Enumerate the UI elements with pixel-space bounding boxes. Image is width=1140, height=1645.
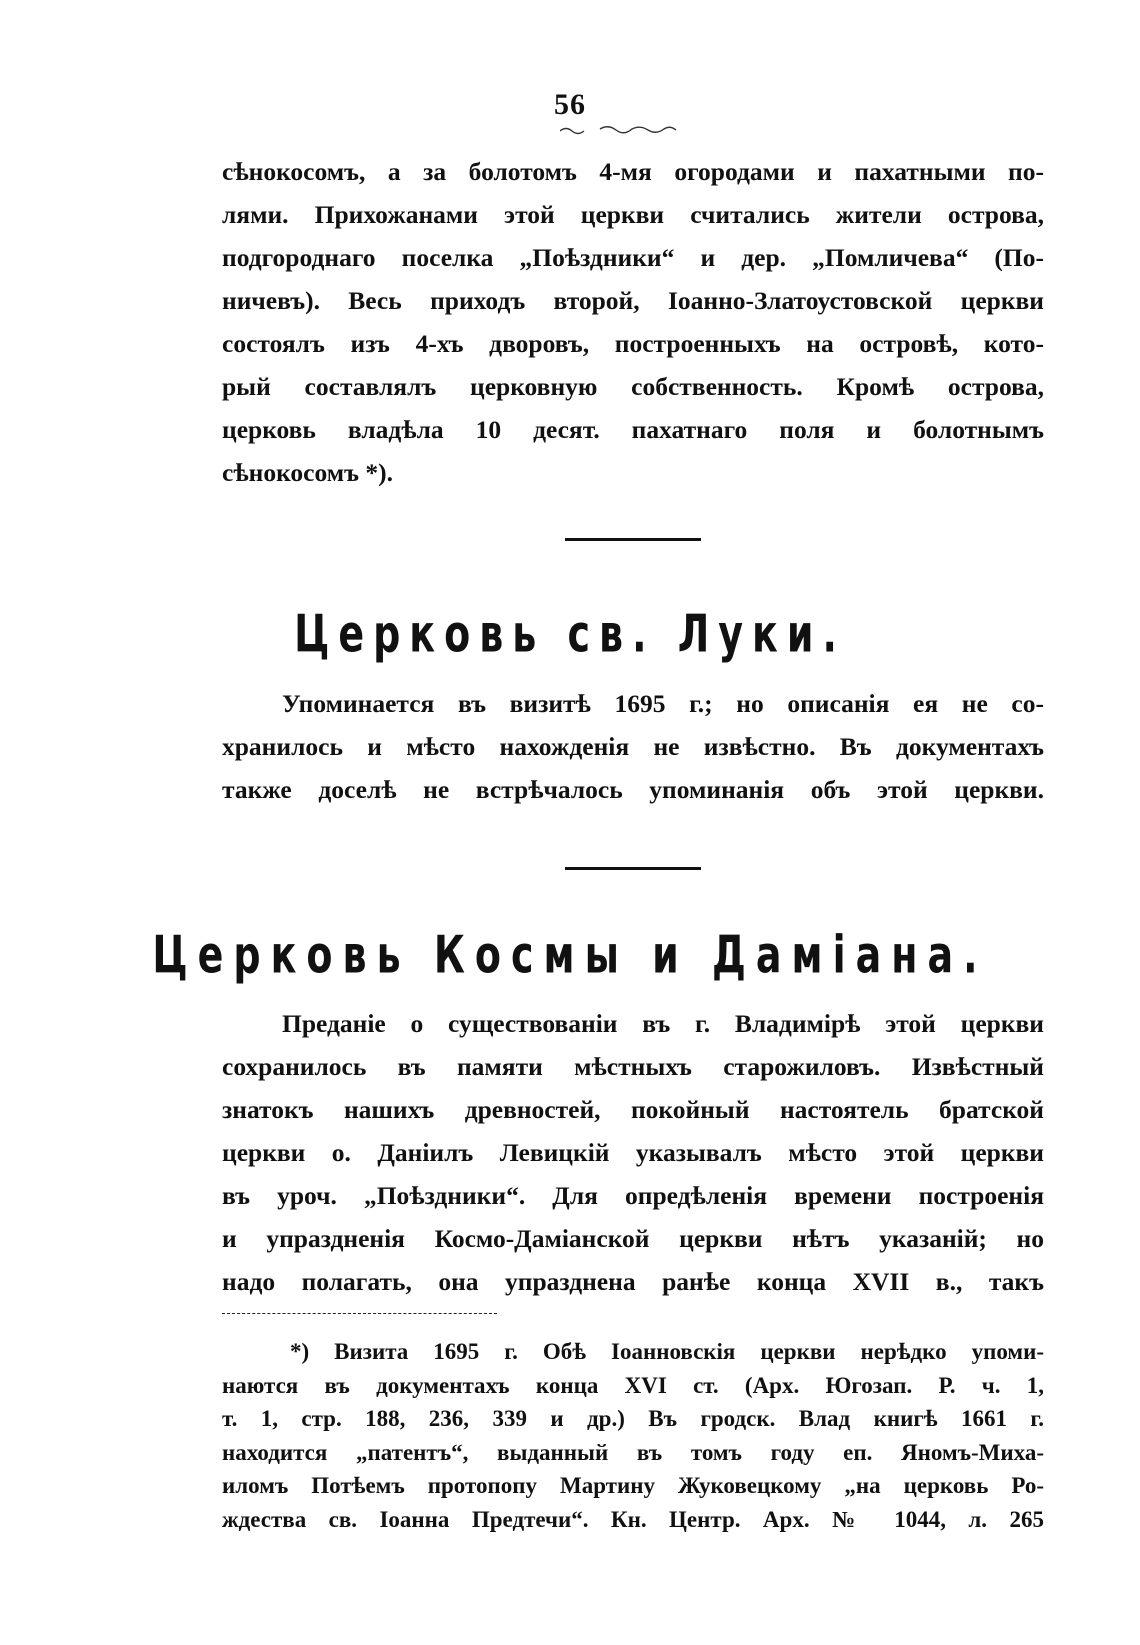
text-line: церкви о. Даніилъ Левицкій указывалъ мѣсто этой церкви	[222, 1138, 1044, 1167]
text-line: также доселѣ не встрѣчалось упоминанія объ этой церкви.	[222, 775, 1044, 804]
text-line: лями. Прихожанами этой церкви считались жители острова,	[222, 200, 1044, 229]
text-line: Упоминается въ визитѣ 1695 г.; но описанія ея не со-	[282, 689, 1044, 718]
section-divider	[565, 867, 701, 870]
footnote-line: *) Визита 1695 г. Обѣ Іоанновскія церкви нерѣдко упоми-	[290, 1339, 1044, 1364]
section-heading-luka: Церковь св. Луки.	[294, 604, 846, 664]
text-line: хранилось и мѣсто нахожденія не извѣстно. Въ документахъ	[222, 732, 1044, 761]
footnote	[222, 1335, 1044, 1536]
text-line: сохранилось въ памяти мѣстныхъ старожиловъ. Извѣстный	[222, 1052, 1044, 1081]
footnote-line: находится „патентъ“, выданный въ томъ году еп. Яномъ-Миха-	[222, 1439, 1044, 1465]
section-heading-kosma: Церковь Космы и Даміана.	[152, 925, 988, 985]
text-line: состоялъ изъ 4-хъ дворовъ, построенныхъ на островѣ, кото-	[222, 329, 1044, 358]
section-divider	[565, 538, 701, 541]
text-line: въ уроч. „Поѣздники“. Для опредѣленія времени построенія	[222, 1181, 1044, 1210]
kosma-paragraph	[222, 1002, 1044, 1303]
text-line: подгороднаго поселка „Поѣздники“ и дер. „Помличева“ (По-	[222, 243, 1044, 272]
text-line: и упраздненія Космо-Даміанской церкви нѣтъ указаній; но	[222, 1224, 1044, 1253]
text-line: ничевъ). Весь приходъ второй, Іоанно-Златоустовской церкви	[222, 286, 1044, 315]
footnote-line: иломъ Потѣемъ протопопу Мартину Жуковецкому „на церковь Ро-	[222, 1473, 1044, 1498]
footnote-line: наются въ документахъ конца XVI ст. (Арх. Югозап. Р. ч. 1,	[222, 1372, 1044, 1398]
text-line: знатокъ нашихъ древностей, покойный настоятель братской	[222, 1095, 1044, 1124]
footnote-separator	[222, 1313, 497, 1314]
text-line: церковь владѣла 10 десят. пахатнаго поля и болотнымъ	[222, 415, 1044, 444]
footnote-line: т. 1, стр. 188, 236, 339 и др.) Въ гродск. Влад книгѣ 1661 г.	[222, 1406, 1044, 1431]
footnote-line: ждества св. Іоанна Предтечи“. Кн. Центр. Арх. № 1044, л. 265	[222, 1506, 1044, 1532]
page-number: 56	[554, 88, 586, 121]
text-line: надо полагать, она упразднена ранѣе конца XVII в., такъ	[222, 1267, 1044, 1296]
luka-paragraph	[222, 682, 1044, 811]
text-line: сѣнокосомъ *).	[222, 458, 393, 487]
text-line: рый составлялъ церковную собственность. Кромѣ острова,	[222, 372, 1044, 401]
text-line: сѣнокосомъ, а за болотомъ 4-мя огородами и пахатными по-	[222, 157, 1044, 186]
intro-paragraph	[222, 150, 1044, 494]
text-line: Преданіе о существованіи въ г. Владимірѣ этой церкви	[282, 1009, 1044, 1038]
page-number-ornament	[560, 122, 700, 136]
